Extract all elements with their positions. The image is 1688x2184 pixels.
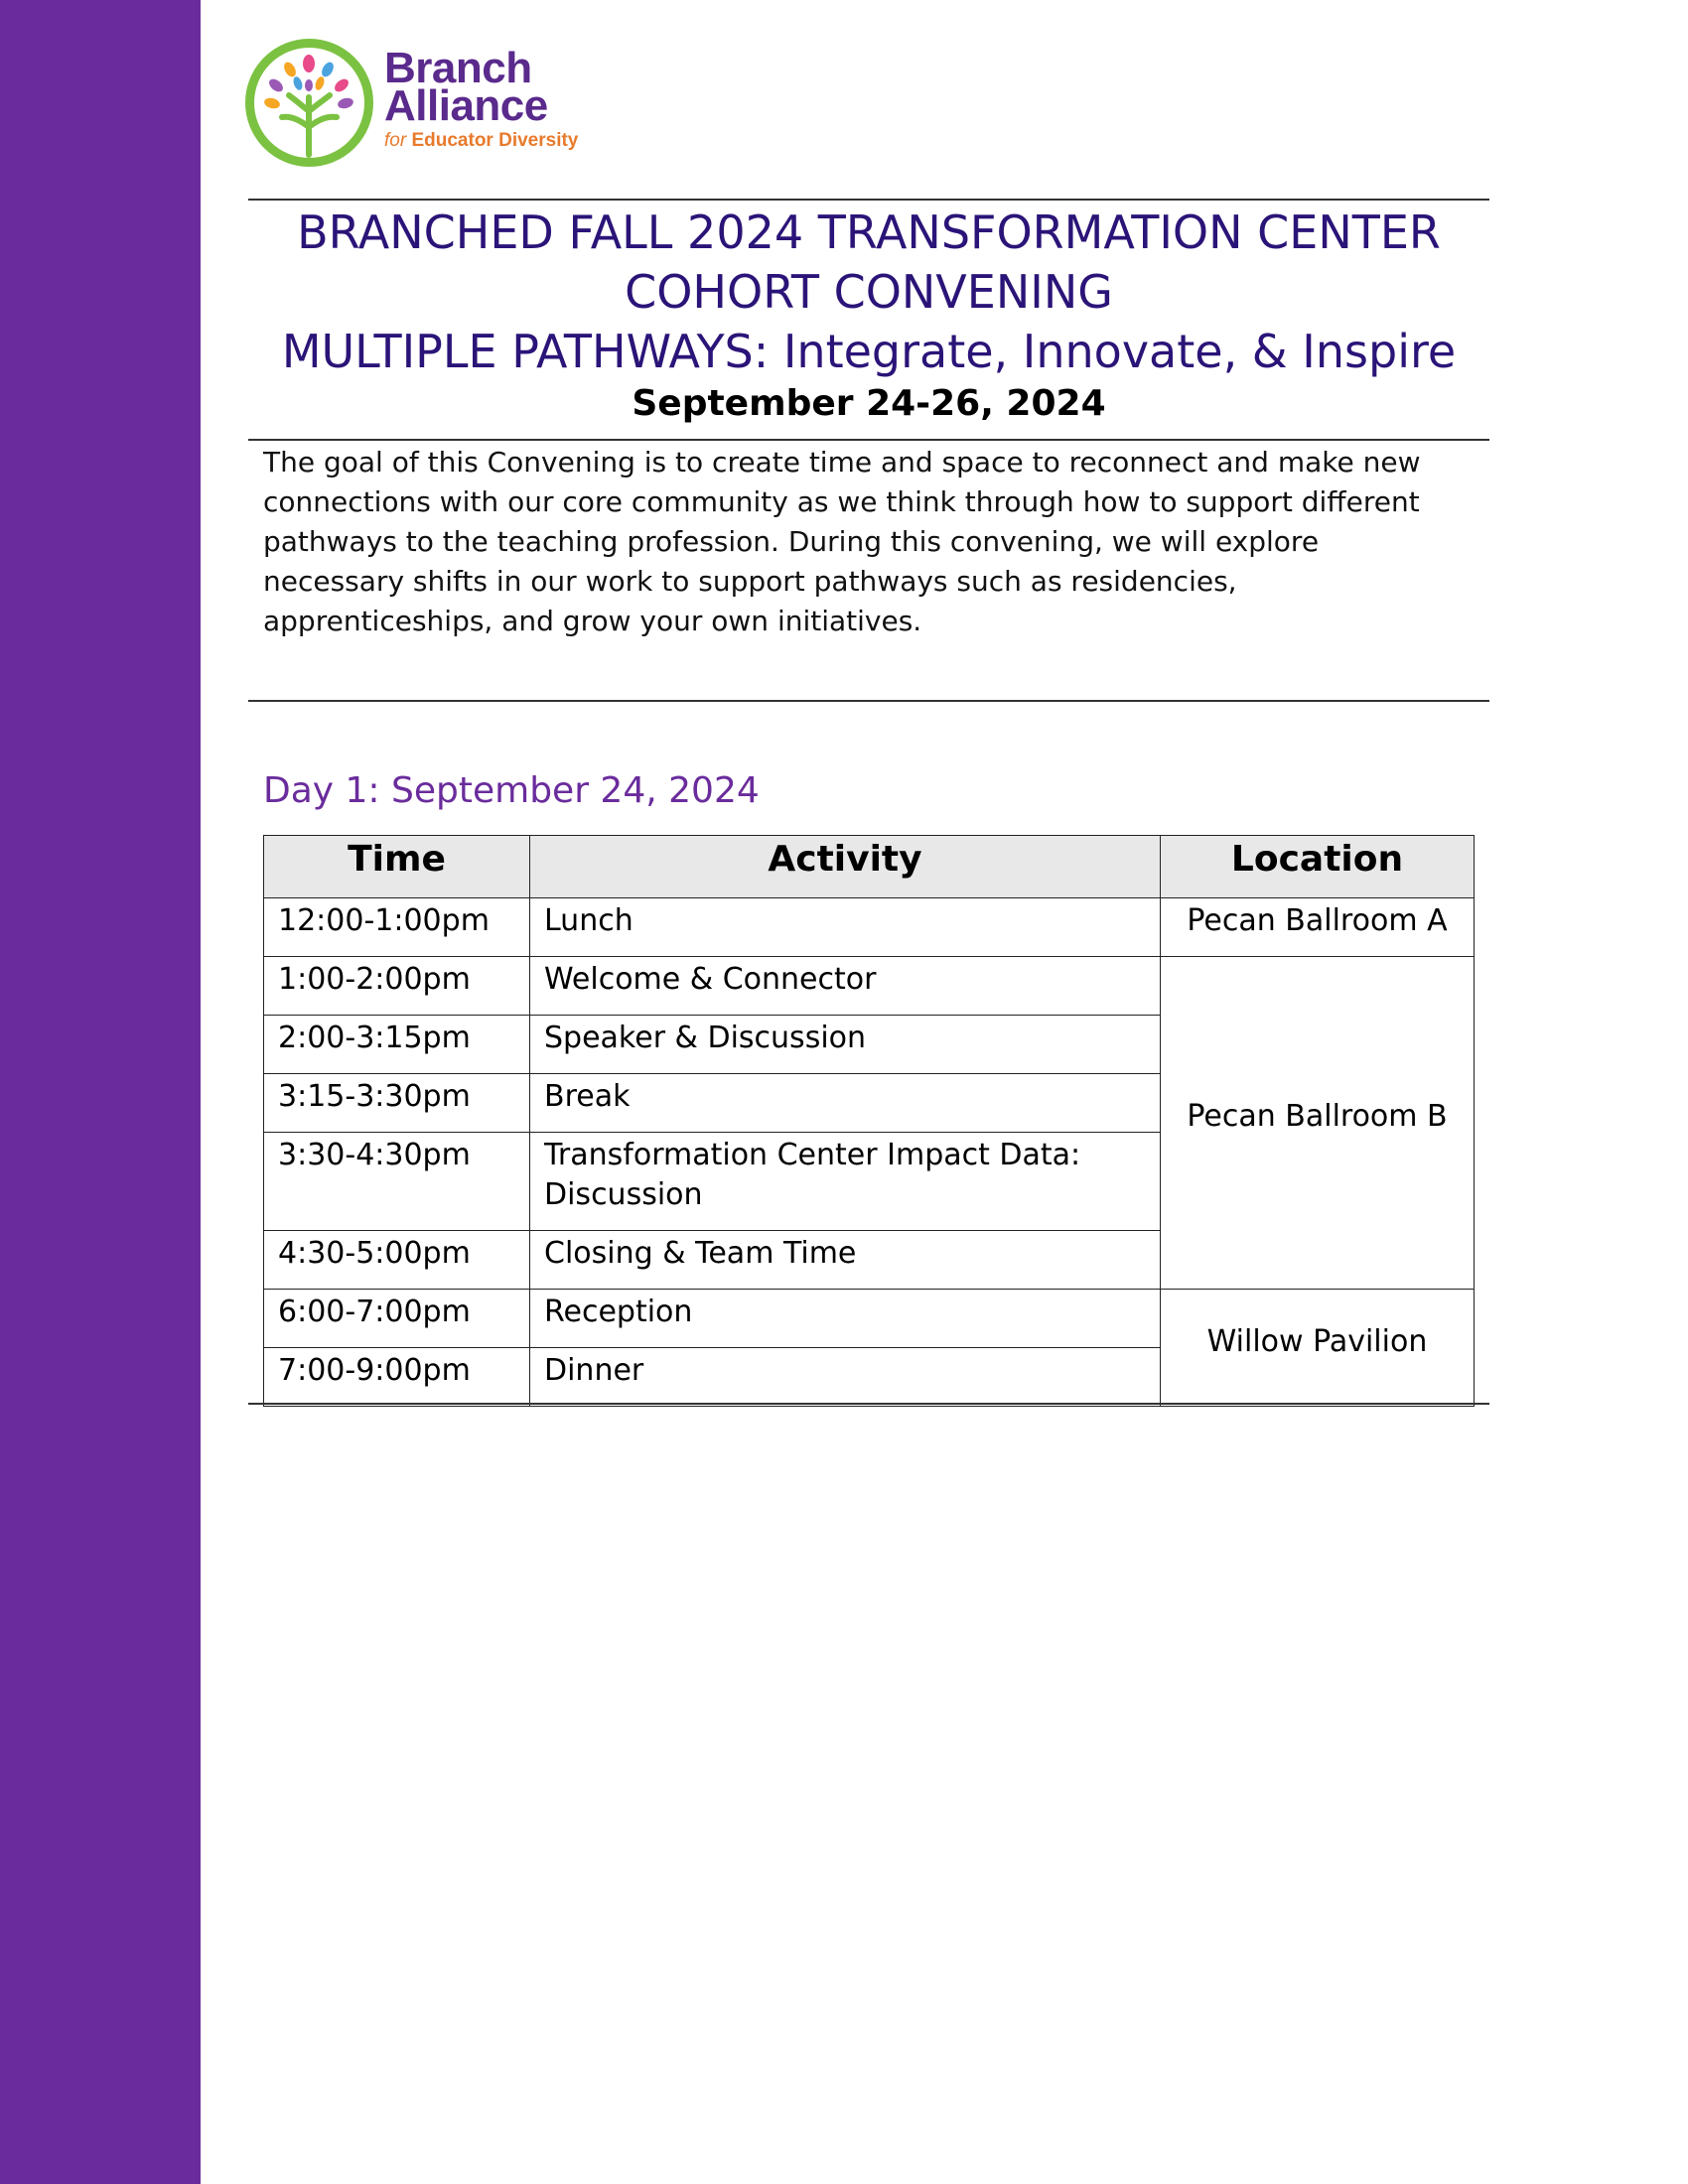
tree-in-circle-icon bbox=[242, 36, 376, 170]
activity-cell: Transformation Center Impact Data: Discussion bbox=[530, 1133, 1161, 1231]
title-line-3: MULTIPLE PATHWAYS: Integrate, Innovate, & Inspire bbox=[281, 325, 1457, 378]
table-row bbox=[264, 898, 1475, 957]
table-row bbox=[264, 1290, 1475, 1348]
activity-cell: Break bbox=[530, 1074, 1161, 1133]
intro-paragraph: The goal of this Convening is to create time and space to reconnect and make new connections with our core community as we think through how to support different pathways to the teaching profession. During this convening, we will explore necessary shifts in our work to support pathways such as residencies, apprenticeships, and grow your own initiatives. bbox=[263, 446, 1421, 637]
time-cell: 2:00-3:15pm bbox=[264, 1016, 530, 1074]
location-cell: Pecan Ballroom A bbox=[1161, 898, 1475, 957]
location-cell: Pecan Ballroom B bbox=[1161, 957, 1475, 1290]
brand-name-line1: Branch bbox=[384, 44, 532, 92]
column-header-time: Time bbox=[264, 836, 530, 898]
time-cell: 6:00-7:00pm bbox=[264, 1290, 530, 1348]
brand-tagline bbox=[384, 127, 578, 155]
event-dates: September 24-26, 2024 bbox=[632, 383, 1106, 424]
day1-schedule-table bbox=[263, 835, 1475, 1407]
time-cell: 1:00-2:00pm bbox=[264, 957, 530, 1016]
activity-cell: Dinner bbox=[530, 1348, 1161, 1407]
time-cell: 3:30-4:30pm bbox=[264, 1133, 530, 1231]
table-header-row bbox=[264, 836, 1475, 898]
activity-cell: Welcome & Connector bbox=[530, 957, 1161, 1016]
activity-cell: Closing & Team Time bbox=[530, 1231, 1161, 1290]
table-row bbox=[264, 957, 1475, 1016]
time-cell: 4:30-5:00pm bbox=[264, 1231, 530, 1290]
table-bottom-rule bbox=[248, 1403, 1489, 1405]
title-line-2: COHORT CONVENING bbox=[625, 265, 1113, 319]
column-header-activity: Activity bbox=[530, 836, 1161, 898]
time-cell: 12:00-1:00pm bbox=[264, 898, 530, 957]
brand-name-line2: Alliance bbox=[384, 81, 548, 130]
brand-logo bbox=[242, 36, 639, 170]
document-title bbox=[248, 203, 1489, 427]
brand-tagline-prefix: for bbox=[384, 130, 407, 151]
time-cell: 3:15-3:30pm bbox=[264, 1074, 530, 1133]
title-bottom-rule bbox=[248, 439, 1489, 441]
brand-tagline-rest: Educator Diversity bbox=[411, 130, 579, 151]
activity-cell: Speaker & Discussion bbox=[530, 1016, 1161, 1074]
title-line-1: BRANCHED FALL 2024 TRANSFORMATION CENTER bbox=[297, 205, 1441, 259]
intro-bottom-rule bbox=[248, 700, 1489, 702]
activity-cell: Reception bbox=[530, 1290, 1161, 1348]
day1-heading: Day 1: September 24, 2024 bbox=[263, 770, 760, 811]
title-top-rule bbox=[248, 199, 1489, 201]
activity-cell: Lunch bbox=[530, 898, 1161, 957]
sidebar-stripe bbox=[0, 0, 201, 2184]
time-cell: 7:00-9:00pm bbox=[264, 1348, 530, 1407]
column-header-location: Location bbox=[1161, 836, 1475, 898]
location-cell: Willow Pavilion bbox=[1161, 1290, 1475, 1407]
